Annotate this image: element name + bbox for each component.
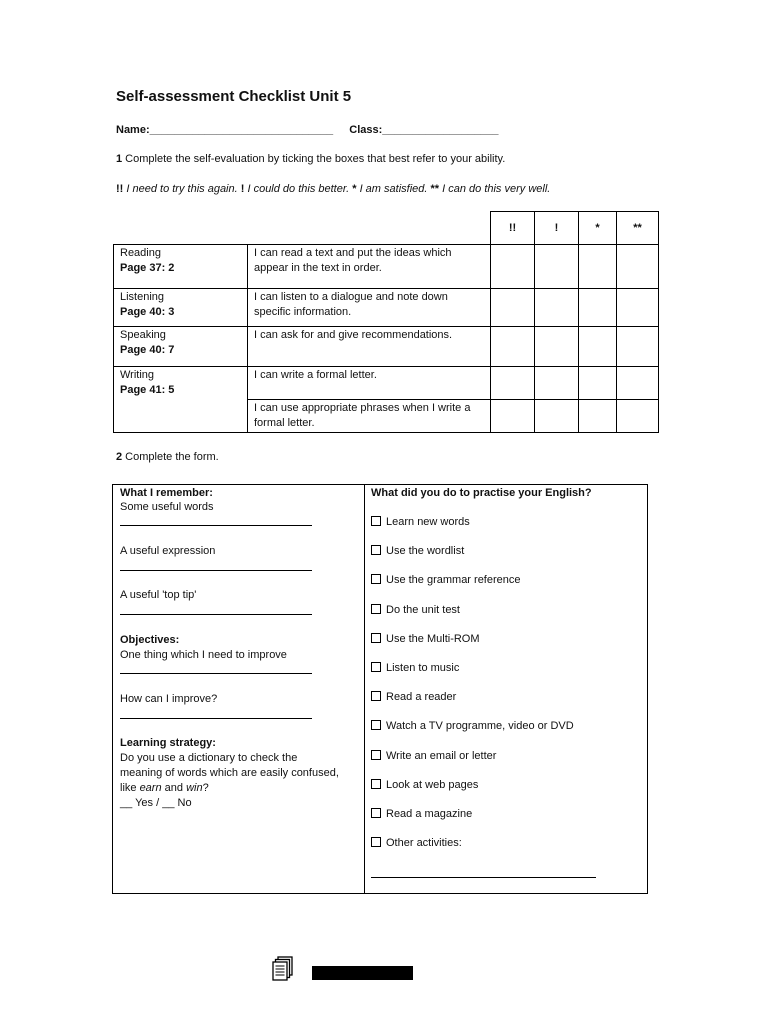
form-divider xyxy=(364,485,365,893)
checkbox-icon[interactable] xyxy=(371,662,381,672)
how-improve-answer-line[interactable] xyxy=(120,718,312,719)
instruction-1-text: Complete the self-evaluation by ticking the boxes that best refer to your ability. xyxy=(122,153,506,165)
improve-thing-answer-line[interactable] xyxy=(120,673,312,674)
q3-part-e: ? xyxy=(202,782,209,794)
practise-heading-text: What did you do to practise your English? xyxy=(371,487,592,499)
skill-cell-reading xyxy=(113,244,248,289)
desc-cell-writing-2: I can use appropriate phrases when I write a formal letter. xyxy=(247,399,491,433)
tick-box[interactable] xyxy=(490,244,535,289)
column-header-2: ! xyxy=(534,211,579,245)
rating-legend xyxy=(116,183,550,195)
q3-part-c: and xyxy=(161,782,187,794)
name-field[interactable]: Name:______________________________ xyxy=(116,124,334,136)
strategy-question-line-3 xyxy=(120,781,339,796)
document-stack-icon xyxy=(272,956,294,987)
practice-option[interactable] xyxy=(371,719,574,734)
checkbox-icon[interactable] xyxy=(371,808,381,818)
practice-option[interactable] xyxy=(371,515,470,530)
checkbox-icon[interactable] xyxy=(371,574,381,584)
skill-cell-listening xyxy=(113,288,248,327)
column-header-4: ** xyxy=(616,211,659,245)
column-header-3: * xyxy=(578,211,617,245)
other-activities-answer-line[interactable] xyxy=(371,877,596,878)
practice-option[interactable] xyxy=(371,661,459,676)
practise-heading xyxy=(371,486,592,501)
practice-option-label: Other activities: xyxy=(386,837,462,850)
practice-option[interactable] xyxy=(371,749,496,764)
practice-option-label: Read a reader xyxy=(386,691,457,704)
skill-name: Listening xyxy=(120,291,165,303)
strategy-heading-text: Learning strategy: xyxy=(120,737,216,749)
strategy-question xyxy=(120,751,339,811)
skill-name: Speaking xyxy=(120,329,166,341)
practice-option[interactable] xyxy=(371,778,478,793)
practice-option-label: Use the Multi-ROM xyxy=(386,632,480,645)
tick-box[interactable] xyxy=(534,288,579,327)
skill-page: Page 40: 7 xyxy=(120,343,175,356)
skill-cell-writing xyxy=(113,366,248,433)
q3-part-d: win xyxy=(186,782,203,794)
desc-cell-listening: I can listen to a dialogue and note down specific information. xyxy=(247,288,491,327)
practice-option-label: Listen to music xyxy=(386,662,460,674)
practice-option[interactable] xyxy=(371,544,464,559)
checkbox-icon[interactable] xyxy=(371,516,381,526)
practice-option-label: Write an email or letter xyxy=(386,749,497,762)
practice-option[interactable] xyxy=(371,807,472,822)
checkbox-icon[interactable] xyxy=(371,633,381,643)
class-field[interactable]: Class:___________________ xyxy=(349,124,499,136)
instruction-2-text: Complete the form. xyxy=(122,451,219,463)
practice-option[interactable] xyxy=(371,836,462,851)
objectives-heading-text: Objectives: xyxy=(120,634,180,646)
improve-thing-label: One thing which I need to improve xyxy=(120,649,287,661)
checkbox-icon[interactable] xyxy=(371,720,381,730)
tick-box[interactable] xyxy=(490,366,535,400)
q3-part-a: like xyxy=(120,782,140,794)
legend-key-3: * xyxy=(352,183,357,195)
checkbox-icon[interactable] xyxy=(371,779,381,789)
practice-option-label: Use the grammar reference xyxy=(386,574,521,587)
instruction-2-number: 2 xyxy=(116,451,123,463)
tick-box[interactable] xyxy=(616,326,659,367)
practice-option[interactable] xyxy=(371,573,521,588)
q3-part-b: earn xyxy=(139,782,162,794)
desc-cell-writing-1: I can write a formal letter. xyxy=(247,366,491,400)
remember-heading xyxy=(120,486,213,501)
tick-box[interactable] xyxy=(616,366,659,400)
practice-option-label: Read a magazine xyxy=(386,808,473,820)
redacted-bar xyxy=(312,966,413,980)
practice-option-label: Watch a TV programme, video or DVD xyxy=(386,720,574,733)
tick-box[interactable] xyxy=(490,399,535,433)
yes-no-answer[interactable]: __ Yes / __ No xyxy=(120,797,192,809)
checkbox-icon[interactable] xyxy=(371,837,381,847)
tick-box[interactable] xyxy=(616,244,659,289)
practice-option[interactable] xyxy=(371,690,456,705)
tick-box[interactable] xyxy=(578,326,617,367)
tick-box[interactable] xyxy=(578,366,617,400)
practice-option-label: Use the wordlist xyxy=(386,545,465,558)
practice-option-label: Do the unit test xyxy=(386,603,460,616)
remember-heading-text: What I remember: xyxy=(120,487,213,499)
instruction-1-number: 1 xyxy=(116,153,123,165)
legend-key-1: !! xyxy=(116,183,124,195)
tick-box[interactable] xyxy=(616,399,659,433)
useful-expression-answer-line[interactable] xyxy=(120,570,312,571)
useful-words-label: Some useful words xyxy=(120,501,214,513)
useful-expression-label: A useful expression xyxy=(120,545,216,557)
strategy-heading xyxy=(120,736,216,751)
column-header-1: !! xyxy=(490,211,535,245)
tick-box[interactable] xyxy=(578,399,617,433)
tick-box[interactable] xyxy=(490,288,535,327)
legend-text-4: I can do this very well. xyxy=(439,183,551,195)
how-improve-label: How can I improve? xyxy=(120,693,218,705)
useful-words-answer-line[interactable] xyxy=(120,525,312,526)
desc-cell-speaking: I can ask for and give recommendations. xyxy=(247,326,491,367)
checkbox-icon[interactable] xyxy=(371,604,381,614)
checkbox-icon[interactable] xyxy=(371,545,381,555)
tick-box[interactable] xyxy=(578,244,617,289)
skill-page: Page 40: 3 xyxy=(120,305,175,318)
tick-box[interactable] xyxy=(578,288,617,327)
skill-page: Page 41: 5 xyxy=(120,383,175,396)
practice-option-label: Look at web pages xyxy=(386,778,479,791)
skill-cell-speaking xyxy=(113,326,248,367)
tick-box[interactable] xyxy=(616,288,659,327)
legend-text-1: I need to try this again. xyxy=(123,183,241,195)
legend-text-2: I could do this better. xyxy=(244,183,353,195)
tick-box[interactable] xyxy=(534,244,579,289)
objectives-heading xyxy=(120,633,179,648)
instruction-1 xyxy=(116,153,505,165)
legend-key-2: ! xyxy=(240,183,245,195)
practice-form xyxy=(112,484,648,894)
legend-key-4: ** xyxy=(430,183,440,195)
legend-text-3: I am satisfied. xyxy=(356,183,431,195)
page-title: Self-assessment Checklist Unit 5 xyxy=(116,88,352,105)
tick-box[interactable] xyxy=(490,326,535,367)
name-class-line xyxy=(116,124,499,136)
practice-option-label: Learn new words xyxy=(386,516,470,528)
strategy-question-line-2: meaning of words which are easily confused, xyxy=(120,767,339,779)
checkbox-icon[interactable] xyxy=(371,750,381,760)
practice-option[interactable] xyxy=(371,603,460,618)
practice-option[interactable] xyxy=(371,632,480,647)
skill-name: Writing xyxy=(120,369,155,381)
desc-cell-reading: I can read a text and put the ideas which appear in the text in order. xyxy=(247,244,491,289)
tick-box[interactable] xyxy=(534,399,579,433)
skill-page: Page 37: 2 xyxy=(120,261,175,274)
instruction-2 xyxy=(116,451,219,463)
tick-box[interactable] xyxy=(534,366,579,400)
top-tip-answer-line[interactable] xyxy=(120,614,312,615)
top-tip-label: A useful 'top tip' xyxy=(120,589,197,601)
skill-name: Reading xyxy=(120,247,161,259)
strategy-question-line-1: Do you use a dictionary to check the xyxy=(120,752,298,764)
tick-box[interactable] xyxy=(534,326,579,367)
checkbox-icon[interactable] xyxy=(371,691,381,701)
